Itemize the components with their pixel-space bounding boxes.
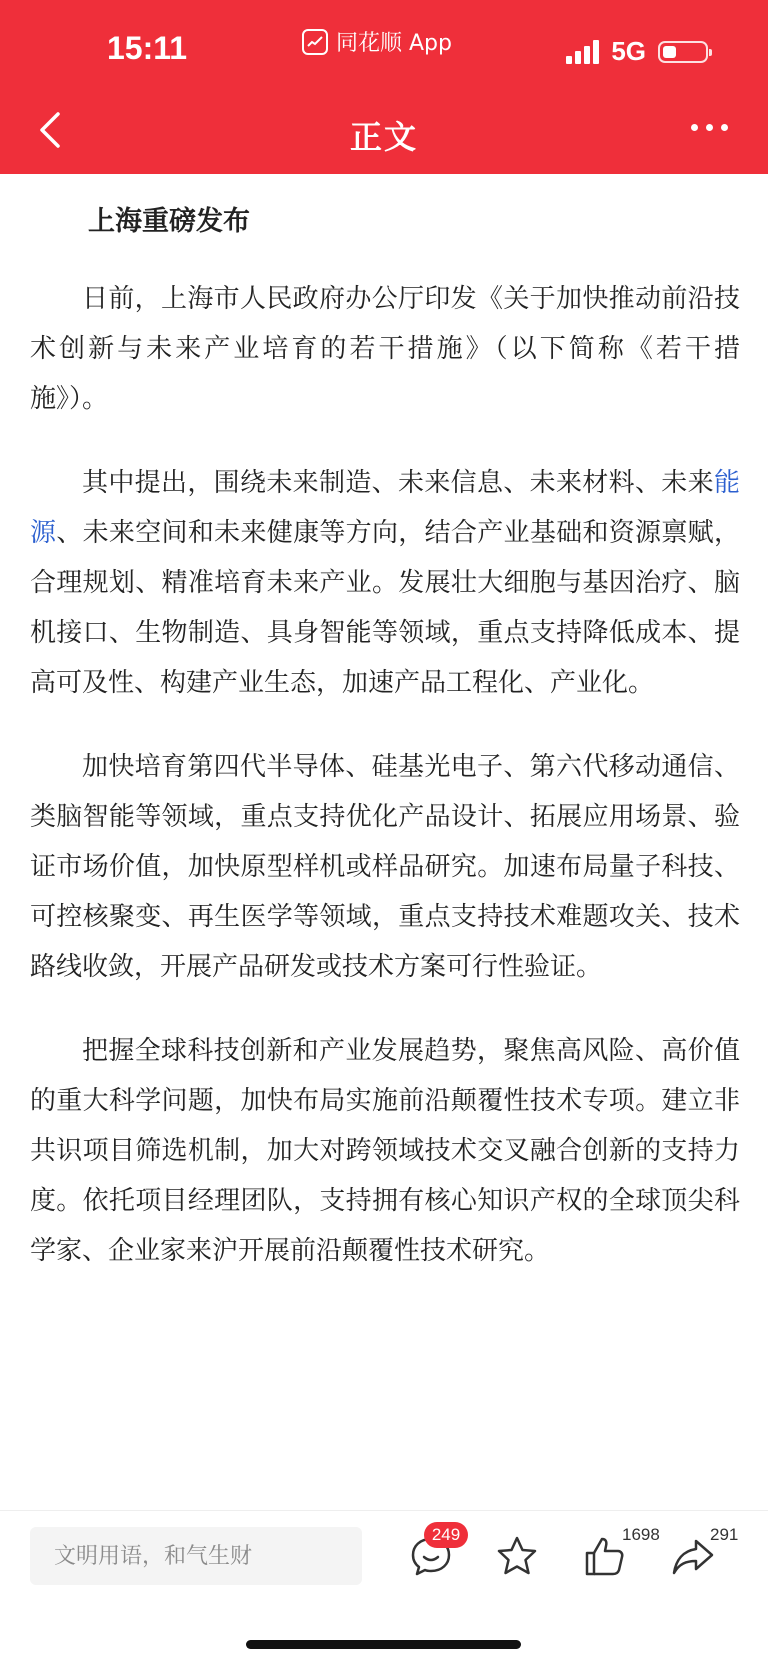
status-time: 15:11	[107, 30, 188, 66]
more-button[interactable]	[691, 124, 728, 131]
source-app-indicator[interactable]	[302, 26, 452, 57]
signal-icon	[566, 40, 599, 64]
battery-icon	[658, 41, 708, 63]
like-count: 1698	[622, 1525, 660, 1544]
article-paragraph-2	[30, 458, 740, 708]
app-header	[0, 0, 768, 174]
article-paragraph-4: 把握全球科技创新和产业发展趋势，聚焦高风险、高价值的重大科学问题，加快布局实施前沿颠覆性技术专项。建立非共识项目筛选机制，加大对跨领域技术交叉融合创新的支持力度。依托项目经理团队，支持拥有核心知识产权的全球顶尖科学家、企业家来沪开展前沿颠覆性技术研究。	[30, 1036, 740, 1266]
more-dots-icon	[691, 124, 698, 131]
paragraph-2-text-a: 其中提出，围绕未来制造、未来信息、未来材料、未来	[82, 468, 714, 498]
status-indicators	[566, 36, 708, 67]
star-icon	[494, 1533, 540, 1579]
article-paragraph-1: 日前，上海市人民政府办公厅印发《关于加快推动前沿技术创新与未来产业培育的若干措施》（以下简称《若干措施》）。	[30, 284, 740, 414]
article-paragraph-3: 加快培育第四代半导体、硅基光电子、第六代移动通信、类脑智能等领域，重点支持优化产品设计、拓展应用场景、验证市场价值，加快原型样机或样品研究。加速布局量子科技、可控核聚变、再生医学等领域，重点支持技术难题攻关、技术路线收敛，开展产品研发或技术方案可行性验证。	[30, 752, 740, 982]
source-app-name: 同花顺 App	[336, 31, 452, 56]
app-logo-icon	[302, 29, 328, 55]
page-title: 正文	[349, 118, 418, 156]
stock-topic-link-energy[interactable]: 能源	[30, 468, 740, 548]
home-indicator[interactable]	[246, 1640, 521, 1649]
battery-level	[663, 46, 676, 58]
comment-input[interactable]	[30, 1527, 362, 1585]
favorite-button[interactable]	[494, 1533, 540, 1579]
article-body	[30, 204, 740, 1276]
paragraph-2-text-b: 、未来空间和未来健康等方向，结合产业基础和资源禀赋，合理规划、精准培育未来产业。发展壮大细胞与基因治疗、脑机接口、生物制造、具身智能等领域，重点支持降低成本、提高可及性、构建产业生态，加速产品工程化、产业化。	[30, 518, 740, 698]
network-type: 5G	[611, 36, 646, 66]
article-heading: 上海重磅发布	[88, 206, 250, 237]
comment-count-badge: 249	[424, 1522, 468, 1548]
share-count: 291	[710, 1525, 739, 1544]
